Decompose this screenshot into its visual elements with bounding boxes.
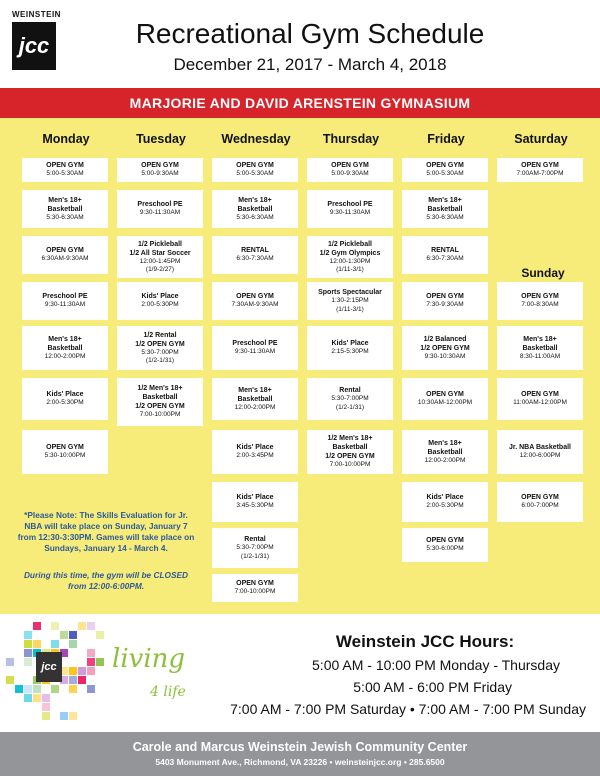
mosaic-tile [60,631,68,639]
mosaic-tile [78,676,86,684]
footer-address: 5403 Monument Ave., Richmond, VA 23226 • weinsteinjcc.org • 285.6500 [155,757,445,767]
mosaic-tile [96,631,104,639]
schedule-cell-monday [22,326,108,370]
schedule-cell-monday [22,282,108,320]
activity-time: 5:00-9:30AM [141,170,179,178]
day-header-saturday: Saturday [514,132,568,146]
hours-mon-thu: 5:00 AM - 10:00 PM Monday - Thursday [312,657,560,673]
schedule-cell-wednesday [212,528,298,568]
mosaic-tile [78,622,86,630]
footer-org-name: Carole and Marcus Weinstein Jewish Community Center [132,740,468,754]
activity-name: OPEN GYM [521,391,559,399]
activity-name: Men's 18+ Basketball [522,335,558,352]
activity-name: RENTAL [241,247,269,255]
schedule-cell-wednesday [212,190,298,228]
activity-name: Jr. NBA Basketball [509,444,571,452]
activity-name: Kids' Place [426,494,464,502]
activity-time: 5:30-7:00PM (1/2-1/31) [236,544,274,560]
schedule-cell-tuesday [117,378,203,426]
schedule-cell-wednesday [212,282,298,320]
day-header-sunday: Sunday [521,266,565,280]
jcc-mini-logo: jcc [36,652,62,682]
activity-time: 11:00AM-12:00PM [513,399,567,407]
mosaic-tile [33,640,41,648]
activity-name: RENTAL [431,247,459,255]
mosaic-tile [87,649,95,657]
footer [0,732,600,776]
activity-time: 2:00-5:30PM [46,399,84,407]
mosaic-tile [78,667,86,675]
mosaic-tile [6,658,14,666]
activity-time: 5:30-6:30AM [46,213,84,221]
mosaic-tile [24,685,32,693]
activity-time: 12:00-1:30PM (1/11-3/1) [329,257,371,273]
schedule-cell-wednesday [212,482,298,522]
mosaic-tile [6,676,14,684]
activity-time: 12:00-2:00PM [44,352,86,360]
schedule-cell-friday [402,158,488,182]
schedule-cell-tuesday [117,282,203,320]
schedule-cell-wednesday [212,378,298,420]
activity-name: Preschool PE [232,340,278,348]
jr-nba-note: *Please Note: The Skills Evaluation for Jr. NBA will take place on Sunday, January 7 from 12:30-3:30PM. Games will take place on Sundays, January 14 - March 4. [17,510,195,553]
mosaic-tile [24,694,32,702]
schedule-cell-monday [22,430,108,474]
schedule-cell-monday [22,236,108,274]
mosaic-tile [15,685,23,693]
mosaic-tile [24,631,32,639]
activity-name: Sports Spectacular [318,289,382,296]
activity-time: 7:30-9:30AM [426,301,464,309]
schedule-cell-friday [402,190,488,228]
schedule-cell-friday [402,282,488,320]
schedule-cell-thursday [307,326,393,370]
schedule-cell-thursday [307,430,393,474]
activity-name: OPEN GYM [426,293,464,301]
schedule-cell-wednesday [212,430,298,474]
schedule-cell-monday [22,190,108,228]
activity-name: OPEN GYM [521,162,559,170]
activity-name: OPEN GYM [46,444,84,452]
activity-name: 1/2 Pickleball 1/2 All Star Soccer [129,240,191,257]
activity-time: 2:00-3:45PM [236,452,274,460]
activity-name: Rental [339,387,361,394]
living-wordmark: living [112,644,186,674]
mosaic-tile [24,640,32,648]
date-range: December 21, 2017 - March 4, 2018 [173,55,447,74]
activity-name: Men's 18+ Basketball [47,335,83,352]
activity-time: 5:00-5:30AM [236,170,274,178]
mosaic-tile [69,712,77,720]
four-life-wordmark: 4 life [150,684,186,700]
activity-name: 1/2 Rental 1/2 OPEN GYM [135,331,185,348]
activity-time: 3:45-5:30PM [236,502,274,510]
activity-name: Kids' Place [236,444,274,452]
activity-time: 9:30-11:30AM [139,209,181,217]
activity-time: 5:30-7:00PM (1/2-1/31) [141,348,179,364]
activity-name: Kids' Place [141,293,179,301]
activity-time: 6:30AM-9:30AM [41,255,89,263]
activity-time: 8:30-11:00AM [519,352,561,360]
mosaic-tile [51,640,59,648]
activity-time: 5:30-7:00PM (1/2-1/31) [331,395,369,411]
activity-time: 5:30-6:30AM [426,213,464,221]
activity-time: 12:00-6:00PM [519,452,561,460]
day-header-tuesday: Tuesday [136,132,186,146]
activity-time: 5:00-5:30AM [46,170,84,178]
activity-name: Men's 18+ Basketball [237,386,273,403]
activity-time: 9:30-11:30AM [44,301,86,309]
activity-name: Kids' Place [331,340,369,348]
schedule-cell-tuesday [117,190,203,228]
mosaic-tile [96,658,104,666]
schedule-cell-thursday [307,158,393,182]
activity-time: 2:00-5:30PM [426,502,464,510]
activity-name: Preschool PE [137,201,183,209]
activity-name: OPEN GYM [426,537,464,545]
mosaic-tile [33,694,41,702]
day-header-wednesday: Wednesday [221,132,291,146]
mosaic-tile [87,622,95,630]
activity-name: 1/2 Pickleball 1/2 Gym Olympics [319,240,381,257]
schedule-cell-sunday [497,482,583,522]
schedule-grid [0,118,600,614]
activity-name: OPEN GYM [236,293,274,301]
activity-name: Men's 18+ Basketball [427,439,463,456]
mosaic-tile [87,667,95,675]
logo-mark: jcc [12,22,56,70]
mosaic-tile [69,640,77,648]
day-header-thursday: Thursday [322,132,380,146]
activity-name: OPEN GYM [521,293,559,301]
schedule-cell-thursday [307,378,393,420]
activity-time: 7:00AM-7:00PM [516,170,564,178]
header [0,0,600,88]
activity-name: 1/2 Men's 18+ Basketball 1/2 OPEN GYM [135,385,185,411]
activity-name: OPEN GYM [46,162,84,170]
mosaic-tile [42,712,50,720]
activity-time: 10:30AM-12:00PM [417,399,473,407]
hours-title: Weinstein JCC Hours: [335,632,515,651]
schedule-cell-tuesday [117,158,203,182]
mosaic-tile [51,622,59,630]
schedule-cell-thursday [307,236,393,278]
day-header-friday: Friday [427,132,465,146]
logo-wordmark: WEINSTEIN [12,10,61,19]
mosaic-tile [69,685,77,693]
activity-name: 1/2 Balanced 1/2 OPEN GYM [420,335,470,352]
activity-time: 7:00-10:00PM [234,588,276,596]
activity-name: 1/2 Men's 18+ Basketball 1/2 OPEN GYM [325,435,375,461]
activity-name: OPEN GYM [141,162,179,170]
activity-time: 12:00-2:00PM [234,403,276,411]
gym-closed-note: During this time, the gym will be CLOSED from 12:00-6:00PM. [23,570,189,591]
activity-time: 5:30-10:00PM [44,452,86,460]
schedule-cell-saturday [497,158,583,182]
mosaic-tile [69,631,77,639]
mosaic-tile [69,676,77,684]
schedule-cell-wednesday [212,326,298,370]
activity-name: Men's 18+ Basketball [237,196,273,213]
mosaic-tile [24,649,32,657]
mosaic-tile [33,622,41,630]
schedule-cell-wednesday [212,574,298,602]
activity-name: Kids' Place [46,391,84,399]
hours-friday: 5:00 AM - 6:00 PM Friday [353,679,512,695]
hours-weekend: 7:00 AM - 7:00 PM Saturday • 7:00 AM - 7:00 PM Sunday [230,701,586,717]
mosaic-tile [60,712,68,720]
activity-time: 12:00-2:00PM [424,456,466,464]
activity-name: Men's 18+ Basketball [47,196,83,213]
activity-time: 7:30AM-9:30AM [231,301,279,309]
mosaic-tile [24,658,32,666]
activity-time: 7:00-8:30AM [521,301,559,309]
activity-name: OPEN GYM [236,162,274,170]
activity-time: 5:30-6:00PM [426,545,464,553]
activity-time: 5:00-5:30AM [426,170,464,178]
activity-name: OPEN GYM [331,162,369,170]
activity-name: Men's 18+ Basketball [427,196,463,213]
activity-time: 2:15-5:30PM [331,348,369,356]
activity-name: Preschool PE [42,293,88,301]
schedule-cell-wednesday [212,236,298,274]
schedule-cell-friday [402,378,488,420]
schedule-cell-sunday [497,326,583,370]
activity-name: Preschool PE [327,201,373,209]
schedule-cell-friday [402,326,488,370]
activity-name: Kids' Place [236,494,274,502]
activity-time: 5:30-6:30AM [236,213,274,221]
activity-time: 9:30-11:30AM [234,348,276,356]
schedule-cell-tuesday [117,236,203,278]
schedule-cell-thursday [307,282,393,320]
schedule-cell-thursday [307,190,393,228]
activity-time: 6:30-7:30AM [236,255,274,263]
schedule-cell-sunday [497,378,583,420]
weinstein-jcc-logo [12,10,61,74]
activity-name: OPEN GYM [426,391,464,399]
activity-time: 2:00-5:30PM [141,301,179,309]
mosaic-tile [69,667,77,675]
activity-time: 12:00-1:45PM (1/9-2/27) [139,257,181,273]
activity-name: OPEN GYM [46,247,84,255]
activity-time: 9:30-10:30AM [424,352,466,360]
activity-name: Rental [244,536,266,543]
schedule-cell-friday [402,528,488,562]
schedule-cell-wednesday [212,158,298,182]
schedule-cell-monday [22,378,108,420]
activity-time: 5:00-9:30AM [331,170,369,178]
activity-name: OPEN GYM [521,494,559,502]
mosaic-tile [42,703,50,711]
mosaic-tile [87,685,95,693]
mosaic-tile [42,694,50,702]
activity-name: OPEN GYM [236,580,274,588]
schedule-cell-friday [402,236,488,274]
activity-time: 7:00-10:00PM [139,411,181,419]
gymnasium-banner: MARJORIE AND DAVID ARENSTEIN GYMNASIUM [0,88,600,118]
schedule-cell-monday [22,158,108,182]
page-title: Recreational Gym Schedule [135,18,485,49]
mosaic-tile [51,685,59,693]
activity-name: OPEN GYM [426,162,464,170]
mosaic-tile [87,658,95,666]
activity-time: 6:00-7:00PM [521,502,559,510]
schedule-cell-sunday [497,430,583,474]
activity-time: 9:30-11:30AM [329,209,371,217]
schedule-cell-sunday [497,282,583,320]
day-header-monday: Monday [42,132,90,146]
mosaic-tile [33,685,41,693]
activity-time: 7:00-10:00PM [329,461,371,469]
activity-time: 6:30-7:30AM [426,255,464,263]
schedule-cell-friday [402,482,488,522]
schedule-cell-friday [402,430,488,474]
schedule-cell-tuesday [117,326,203,370]
activity-time: 1:30-2:15PM (1/11-3/1) [331,297,369,313]
